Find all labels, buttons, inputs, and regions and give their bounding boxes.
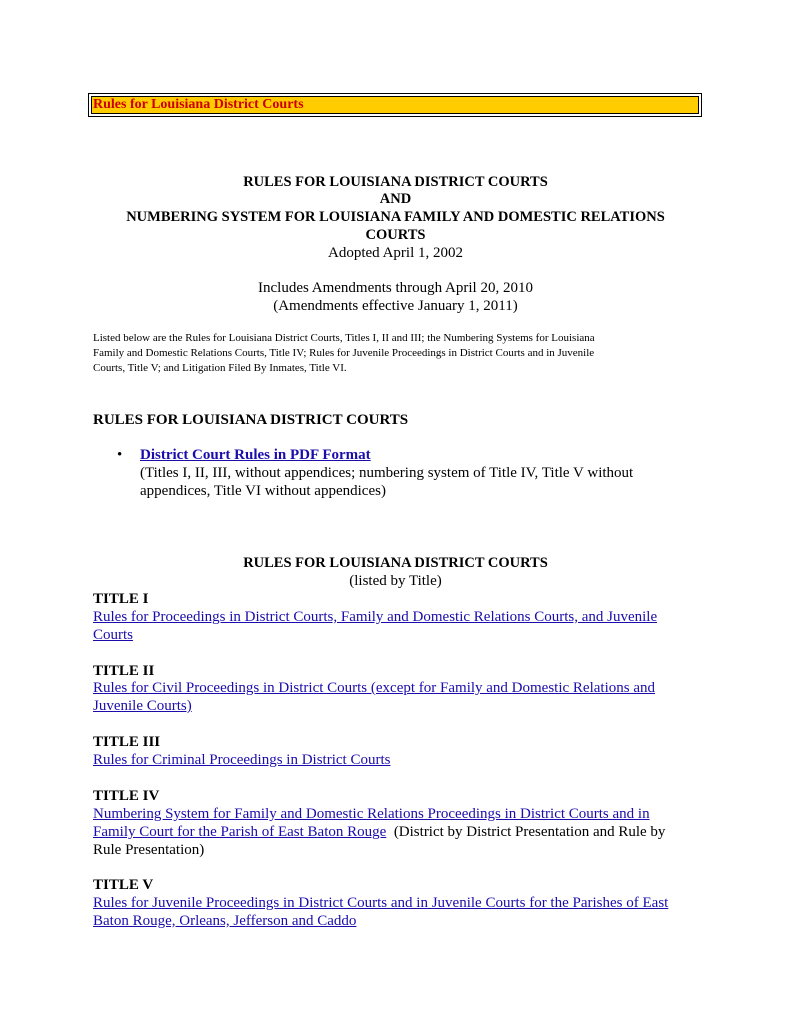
intro-line-3: Courts, Title V; and Litigation Filed By Inmates, Title VI. (93, 362, 347, 374)
amendments-effective: (Amendments effective January 1, 2011) (273, 298, 518, 314)
intro-paragraph (93, 331, 693, 376)
intro-line-2: Family and Domestic Relations Courts, Title IV; Rules for Juvenile Proceedings in District Courts and in Juvenile (93, 347, 595, 359)
title-iv-link-line2[interactable]: Family Court for the Parish of East Baton Rouge (93, 824, 387, 840)
title-iv-link-block (93, 805, 693, 859)
title-v-link[interactable]: Rules for Juvenile Proceedings in District Courts and in Juvenile Courts for the Parishes of East Baton Rouge, Orleans, Jefferson and Caddo (93, 895, 669, 929)
title-iv-label: TITLE IV (93, 788, 160, 804)
section-heading-rules: RULES FOR LOUISIANA DISTRICT COURTS (93, 412, 409, 428)
doc-title-line4: COURTS (365, 227, 426, 243)
section-subheading: (listed by Title) (349, 573, 442, 589)
title-ii-link-block (93, 679, 693, 715)
title-v-link-block (93, 894, 693, 930)
intro-line-1: Listed below are the Rules for Louisiana District Courts, Titles I, II and III; the Numbering Systems for Louisiana (93, 332, 595, 344)
page-banner-inner (91, 96, 699, 114)
title-ii-link[interactable]: Rules for Civil Proceedings in District Courts (except for Family and Domestic Relations and Juvenile Courts) (93, 680, 655, 714)
amendments-line: Includes Amendments through April 20, 2010 (258, 280, 533, 296)
title-iv-note: (District by District Presentation and Rule by (393, 824, 666, 840)
title-v-label: TITLE V (93, 877, 154, 893)
title-iii-link-block (93, 751, 693, 769)
pdf-desc-line-1: (Titles I, II, III, without appendices; numbering system of Title IV, Title V without (140, 465, 634, 481)
pdf-desc-line-2: appendices, Title VI without appendices) (140, 483, 386, 499)
title-i-link[interactable]: Rules for Proceedings in District Courts, Family and Domestic Relations Courts, and Juvenile Courts (93, 609, 658, 643)
title-ii-label: TITLE II (93, 663, 155, 679)
pdf-bullet-item (140, 446, 680, 500)
page-banner (88, 93, 702, 117)
bullet-icon: • (117, 447, 123, 463)
banner-title: Rules for Louisiana District Courts (93, 97, 304, 112)
title-iii-link[interactable]: Rules for Criminal Proceedings in District Courts (93, 752, 391, 768)
doc-title-line2: AND (379, 191, 412, 207)
pdf-format-link[interactable]: District Court Rules in PDF Format (140, 447, 371, 463)
title-i-label: TITLE I (93, 591, 149, 607)
adopted-date: Adopted April 1, 2002 (328, 245, 463, 261)
section-heading-by-title: RULES FOR LOUISIANA DISTRICT COURTS (243, 555, 548, 571)
title-iii-label: TITLE III (93, 734, 161, 750)
title-iv-link-line1[interactable]: Numbering System for Family and Domestic Relations Proceedings in District Courts and in (93, 806, 650, 822)
title-i-link-block (93, 608, 693, 644)
doc-title-line1: RULES FOR LOUISIANA DISTRICT COURTS (243, 174, 548, 190)
title-iv-note-2: Rule Presentation) (93, 842, 205, 858)
doc-title-line3: NUMBERING SYSTEM FOR LOUISIANA FAMILY AND DOMESTIC RELATIONS (126, 209, 665, 225)
